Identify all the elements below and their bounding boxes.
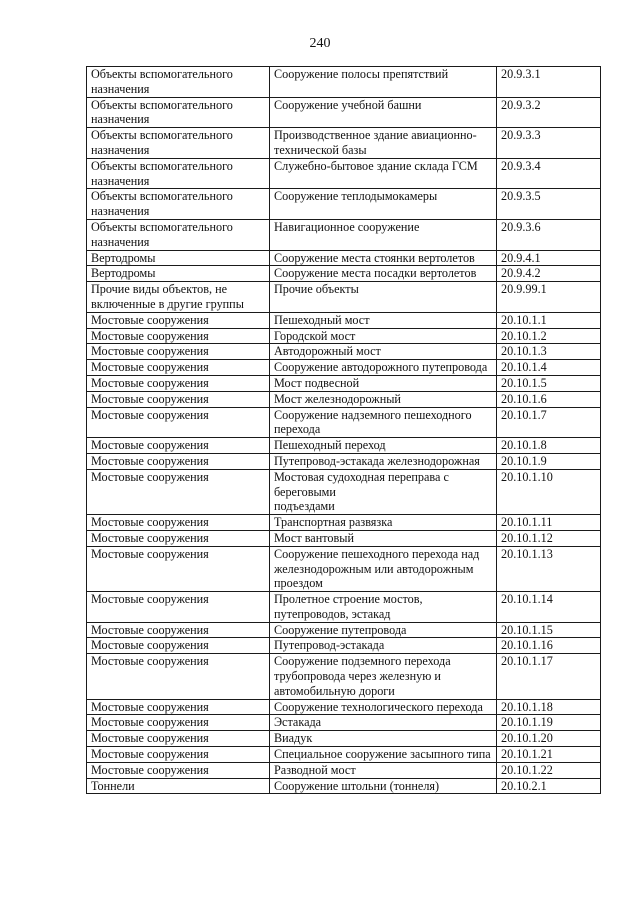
table-row xyxy=(87,97,601,128)
object-name-cell: Мост подвесной xyxy=(270,375,497,391)
table-row xyxy=(87,622,601,638)
object-registry-table xyxy=(86,66,601,794)
object-name-cell: Городской мост xyxy=(270,328,497,344)
table-row xyxy=(87,762,601,778)
object-name-cell: Сооружение автодорожного путепровода xyxy=(270,360,497,376)
object-code-cell: 20.10.1.19 xyxy=(497,715,601,731)
category-cell: Объекты вспомогательного назначения xyxy=(87,158,270,189)
category-cell: Объекты вспомогательного назначения xyxy=(87,97,270,128)
object-name-cell: Производственное здание авиационно-технической базы xyxy=(270,128,497,159)
object-code-cell: 20.9.4.2 xyxy=(497,266,601,282)
category-cell: Мостовые сооружения xyxy=(87,699,270,715)
object-name-cell: Путепровод-эстакада железнодорожная xyxy=(270,453,497,469)
category-cell: Мостовые сооружения xyxy=(87,344,270,360)
object-code-cell: 20.10.1.20 xyxy=(497,731,601,747)
category-cell: Мостовые сооружения xyxy=(87,762,270,778)
object-code-cell: 20.10.1.18 xyxy=(497,699,601,715)
table-row xyxy=(87,128,601,159)
page-number: 240 xyxy=(309,36,331,51)
object-name-cell: Сооружение надземного пешеходного перехода xyxy=(270,407,497,438)
table-row xyxy=(87,219,601,250)
category-cell: Мостовые сооружения xyxy=(87,622,270,638)
category-cell: Вертодромы xyxy=(87,266,270,282)
object-code-cell: 20.10.1.3 xyxy=(497,344,601,360)
object-code-cell: 20.9.3.5 xyxy=(497,189,601,220)
object-code-cell: 20.10.1.6 xyxy=(497,391,601,407)
object-name-cell: Мост вантовый xyxy=(270,530,497,546)
object-name-cell: Сооружение путепровода xyxy=(270,622,497,638)
object-name-cell: Путепровод-эстакада xyxy=(270,638,497,654)
object-code-cell: 20.9.3.6 xyxy=(497,219,601,250)
object-code-cell: 20.10.1.5 xyxy=(497,375,601,391)
object-code-cell: 20.9.99.1 xyxy=(497,282,601,313)
table-row xyxy=(87,654,601,699)
object-code-cell: 20.10.1.9 xyxy=(497,453,601,469)
object-code-cell: 20.10.1.15 xyxy=(497,622,601,638)
category-cell: Мостовые сооружения xyxy=(87,530,270,546)
object-code-cell: 20.10.1.13 xyxy=(497,546,601,591)
table-row xyxy=(87,515,601,531)
category-cell: Мостовые сооружения xyxy=(87,469,270,514)
object-code-cell: 20.9.3.1 xyxy=(497,67,601,98)
object-name-cell: Сооружение подземного перехода трубопровода через железную и автомобильную дороги xyxy=(270,654,497,699)
category-cell: Мостовые сооружения xyxy=(87,731,270,747)
table-row xyxy=(87,158,601,189)
table-row xyxy=(87,67,601,98)
category-cell: Тоннели xyxy=(87,778,270,794)
object-code-cell: 20.9.3.4 xyxy=(497,158,601,189)
object-name-cell: Сооружение теплодымокамеры xyxy=(270,189,497,220)
table-row xyxy=(87,530,601,546)
object-code-cell: 20.10.1.4 xyxy=(497,360,601,376)
object-name-cell: Транспортная развязка xyxy=(270,515,497,531)
object-code-cell: 20.10.1.10 xyxy=(497,469,601,514)
category-cell: Объекты вспомогательного назначения xyxy=(87,128,270,159)
category-cell: Объекты вспомогательного назначения xyxy=(87,189,270,220)
object-name-cell: Сооружение места посадки вертолетов xyxy=(270,266,497,282)
object-code-cell: 20.10.1.22 xyxy=(497,762,601,778)
category-cell: Мостовые сооружения xyxy=(87,546,270,591)
object-name-cell: Разводной мост xyxy=(270,762,497,778)
category-cell: Объекты вспомогательного назначения xyxy=(87,67,270,98)
category-cell: Мостовые сооружения xyxy=(87,375,270,391)
category-cell: Мостовые сооружения xyxy=(87,453,270,469)
table-row xyxy=(87,266,601,282)
object-name-cell: Сооружение технологического перехода xyxy=(270,699,497,715)
category-cell: Мостовые сооружения xyxy=(87,654,270,699)
table-row xyxy=(87,312,601,328)
object-code-cell: 20.10.1.14 xyxy=(497,592,601,623)
object-name-cell: Специальное сооружение засыпного типа xyxy=(270,747,497,763)
object-name-cell: Виадук xyxy=(270,731,497,747)
category-cell: Мостовые сооружения xyxy=(87,360,270,376)
object-code-cell: 20.9.4.1 xyxy=(497,250,601,266)
object-code-cell: 20.10.1.1 xyxy=(497,312,601,328)
table-row xyxy=(87,638,601,654)
table-row xyxy=(87,715,601,731)
table-row xyxy=(87,282,601,313)
table-row xyxy=(87,778,601,794)
category-cell: Мостовые сооружения xyxy=(87,515,270,531)
object-code-cell: 20.10.1.21 xyxy=(497,747,601,763)
object-name-cell: Пешеходный мост xyxy=(270,312,497,328)
object-code-cell: 20.10.2.1 xyxy=(497,778,601,794)
object-name-cell: Прочие объекты xyxy=(270,282,497,313)
category-cell: Мостовые сооружения xyxy=(87,747,270,763)
category-cell: Мостовые сооружения xyxy=(87,592,270,623)
category-cell: Мостовые сооружения xyxy=(87,312,270,328)
table-row xyxy=(87,699,601,715)
object-code-cell: 20.10.1.2 xyxy=(497,328,601,344)
object-name-cell: Пешеходный переход xyxy=(270,438,497,454)
object-name-cell: Пролетное строение мостов, путепроводов, эстакад xyxy=(270,592,497,623)
category-cell: Вертодромы xyxy=(87,250,270,266)
table-row xyxy=(87,469,601,514)
category-cell: Мостовые сооружения xyxy=(87,391,270,407)
table-row xyxy=(87,407,601,438)
object-name-cell: Мостовая судоходная переправа с береговыми подъездами xyxy=(270,469,497,514)
table-row xyxy=(87,731,601,747)
object-name-cell: Сооружение штольни (тоннеля) xyxy=(270,778,497,794)
table-row xyxy=(87,453,601,469)
object-name-cell: Сооружение полосы препятствий xyxy=(270,67,497,98)
category-cell: Прочие виды объектов, не включенные в другие группы xyxy=(87,282,270,313)
category-cell: Мостовые сооружения xyxy=(87,438,270,454)
table-row xyxy=(87,328,601,344)
table-row xyxy=(87,438,601,454)
category-cell: Объекты вспомогательного назначения xyxy=(87,219,270,250)
table-body xyxy=(87,67,601,794)
table-row xyxy=(87,391,601,407)
category-cell: Мостовые сооружения xyxy=(87,407,270,438)
object-name-cell: Сооружение учебной башни xyxy=(270,97,497,128)
category-cell: Мостовые сооружения xyxy=(87,638,270,654)
object-name-cell: Автодорожный мост xyxy=(270,344,497,360)
table-row xyxy=(87,375,601,391)
object-name-cell: Мост железнодорожный xyxy=(270,391,497,407)
object-code-cell: 20.10.1.8 xyxy=(497,438,601,454)
object-code-cell: 20.10.1.11 xyxy=(497,515,601,531)
category-cell: Мостовые сооружения xyxy=(87,715,270,731)
table-row xyxy=(87,360,601,376)
table-row xyxy=(87,747,601,763)
table-row xyxy=(87,189,601,220)
object-code-cell: 20.10.1.7 xyxy=(497,407,601,438)
object-name-cell: Эстакада xyxy=(270,715,497,731)
object-name-cell: Сооружение места стоянки вертолетов xyxy=(270,250,497,266)
object-name-cell: Сооружение пешеходного перехода над железнодорожным или автодорожным проездом xyxy=(270,546,497,591)
table-row xyxy=(87,592,601,623)
table-row xyxy=(87,344,601,360)
object-code-cell: 20.10.1.16 xyxy=(497,638,601,654)
category-cell: Мостовые сооружения xyxy=(87,328,270,344)
object-name-cell: Навигационное сооружение xyxy=(270,219,497,250)
object-code-cell: 20.9.3.2 xyxy=(497,97,601,128)
object-name-cell: Служебно-бытовое здание склада ГСМ xyxy=(270,158,497,189)
object-code-cell: 20.10.1.17 xyxy=(497,654,601,699)
table-row xyxy=(87,250,601,266)
table-row xyxy=(87,546,601,591)
object-code-cell: 20.10.1.12 xyxy=(497,530,601,546)
object-code-cell: 20.9.3.3 xyxy=(497,128,601,159)
